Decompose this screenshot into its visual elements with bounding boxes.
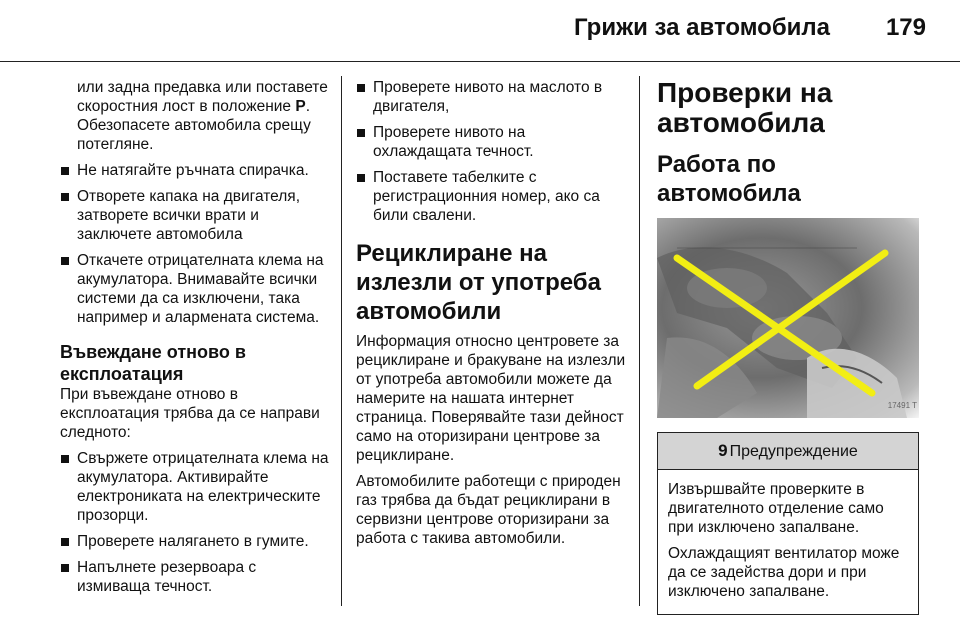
- column-left: [60, 78, 330, 603]
- page-number: 179: [885, 14, 926, 41]
- chapter-title: Проверки на автомобила: [657, 77, 833, 138]
- warning-body: [658, 470, 918, 614]
- list-item: Отворете капака на двигателя, затворете всички врати и заключете автомобила: [60, 187, 330, 244]
- list-item: Не натягайте ръчната спирачка.: [60, 161, 330, 180]
- intro-paragraph: или задна предавка или поставете скоростния лост в положение P. Обезопасете автомобила срещу потегляне.: [77, 79, 328, 153]
- header-rule: [0, 61, 960, 62]
- column-right: [657, 78, 919, 615]
- list-item: Напълнете резервоара с измиваща течност.: [60, 558, 330, 596]
- figure-label: 17491 T: [887, 401, 917, 410]
- section-text: При въвеждане отново в експлоатация трябва да се направи следното:: [60, 386, 320, 441]
- paragraph: Информация относно центровете за рециклиране и бракуване на излезли от употреба автомобили можете да намерите на нашата интернет страница. Поверявайте тази дейност само на оторизирани центрове за рециклиране.: [356, 333, 626, 464]
- warning-title: Предупреждение: [729, 443, 858, 460]
- list-item: Откачете отрицателната клема на акумулатора. Внимавайте всички системи да са изключени, така например и алармената система.: [60, 251, 330, 327]
- list-item: Проверете нивото на охлаждащата течност.: [356, 123, 626, 161]
- list-item: Свържете отрицателната клема на акумулатора. Активирайте електрониката на електрическите прозорци.: [60, 449, 330, 525]
- warning-icon: 9: [718, 441, 728, 460]
- page-header: [0, 0, 960, 62]
- warning-text: Охлаждащият вентилатор може да се задейства дори и при изключено запалване.: [668, 545, 900, 600]
- column-middle: [356, 78, 626, 555]
- list-item: Проверете нивото на маслото в двигателя,: [356, 78, 626, 116]
- engine-bay-illustration: [657, 218, 919, 418]
- list-item: Проверете налягането в гумите.: [60, 532, 330, 551]
- list-item: Поставете табелките с регистрационния номер, ако са били свалени.: [356, 168, 626, 225]
- section-heading: Работа по автомобила: [657, 151, 801, 207]
- section-heading: Рециклиране на излезли от употреба автомобили: [356, 240, 601, 325]
- column-divider: [639, 76, 640, 606]
- section-heading: Въвеждане отново в експлоатация: [60, 342, 246, 384]
- warning-header: [658, 433, 918, 470]
- warning-box: [657, 432, 919, 615]
- warning-text: Извършвайте проверките в двигателното отделение само при изключено запалване.: [668, 481, 884, 536]
- paragraph: Автомобилите работещи с природен газ трябва да бъдат рециклирани в сервизни центрове оторизирани за работа с такива автомобили.: [356, 473, 621, 547]
- column-divider: [341, 76, 342, 606]
- engine-bay-drawing: [657, 218, 919, 418]
- header-title: Грижи за автомобила: [573, 14, 830, 41]
